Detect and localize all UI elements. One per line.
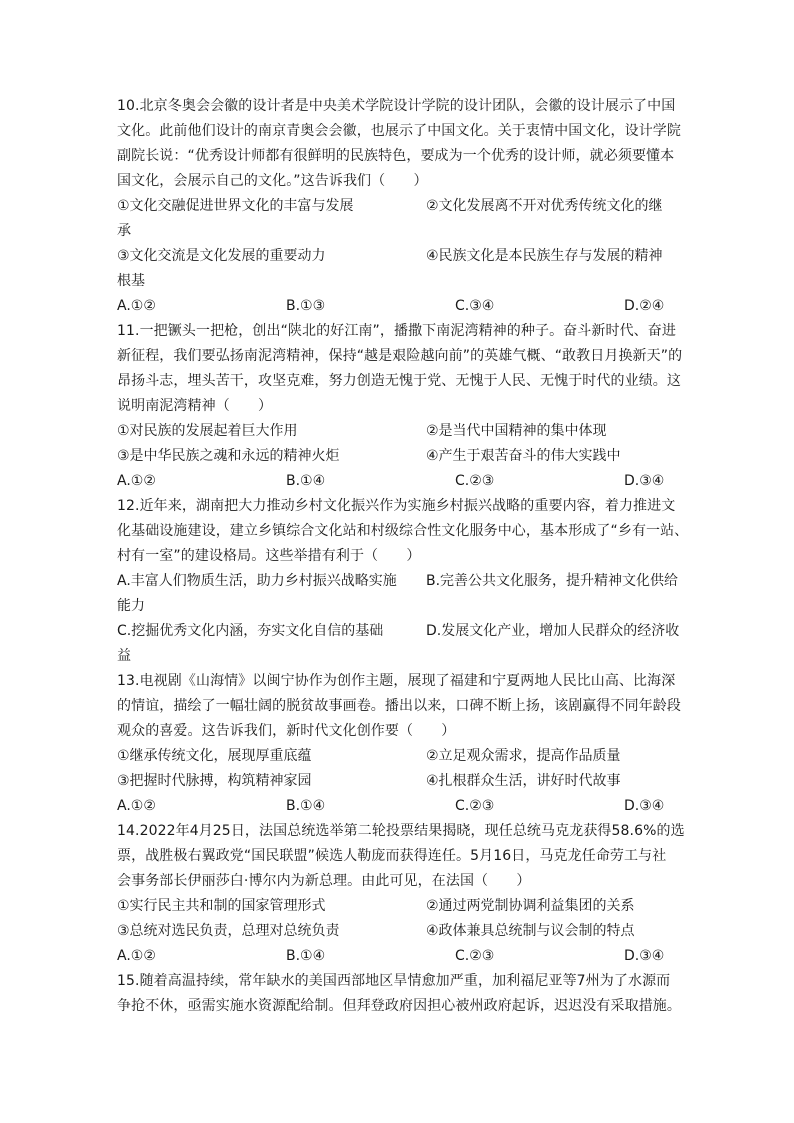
option-row	[117, 419, 689, 444]
answer-choice-d[interactable]: D.③④	[624, 948, 665, 964]
question-stem-line: 票，战胜极右翼政党“国民联盟”候选人勒庞而获得连任。5月16日，马克龙任命劳工与社	[117, 848, 667, 864]
answer-choice-c[interactable]: C.②③	[455, 798, 495, 814]
answer-choice-d[interactable]: D.③④	[624, 798, 665, 814]
question-13	[117, 669, 689, 819]
answer-choice-a[interactable]: A.丰富人们物质生活，助力乡村振兴战略实施	[117, 573, 397, 589]
answer-choice-a[interactable]: A.①②	[117, 948, 156, 964]
exam-page	[117, 94, 689, 1019]
question-10	[117, 94, 689, 319]
question-stem-line: 昂扬斗志，埋头苦干，攻坚克难，努力创造无愧于党、无愧于人民、无愧于时代的业绩。这	[117, 373, 681, 389]
option: ③文化交流是文化发展的重要动力	[117, 248, 326, 264]
question-stem-line: 村有一室”的建设格局。这些举措有利于（ ）	[117, 548, 421, 564]
answer-choice-a[interactable]: A.①②	[117, 298, 156, 314]
question-stem-line: 11.一把镢头一把枪，创出“陕北的好江南”，播撒下南泥湾精神的种子。奋斗新时代、奋进	[117, 323, 676, 339]
question-11	[117, 319, 689, 494]
option-continuation: 能力	[117, 598, 145, 614]
answer-choice-b[interactable]: B.完善公共文化服务，提升精神文化供给	[426, 573, 679, 589]
option-row	[117, 769, 689, 794]
answer-choice-a[interactable]: A.①②	[117, 473, 156, 489]
answer-choice-d[interactable]: D.③④	[624, 473, 665, 489]
option: ②通过两党制协调利益集团的关系	[426, 898, 635, 914]
question-stem-line: 争抢不休，亟需实施水资源配给制。但拜登政府因担心被州政府起诉，迟迟没有采取措施。	[117, 998, 681, 1014]
question-stem-line: 化基础设施建设，建立乡镇综合文化站和村级综合性文化服务中心，基本形成了“乡有一站、	[117, 523, 689, 539]
option-row	[117, 594, 689, 619]
question-stem-line: 说明南泥湾精神（ ）	[117, 398, 273, 414]
option: ②文化发展离不开对优秀传统文化的继	[426, 198, 663, 214]
option-row	[117, 244, 689, 269]
option-continuation: 益	[117, 648, 131, 664]
option: ②立足观众需求，提高作品质量	[426, 748, 621, 764]
question-14	[117, 819, 689, 969]
question-stem-line: 副院长说：“优秀设计师都有很鲜明的民族特色，要成为一个优秀的设计师，就必须要懂本	[117, 148, 675, 164]
question-stem-line: 12.近年来，湖南把大力推动乡村文化振兴作为实施乡村振兴战略的重要内容，着力推进文	[117, 498, 676, 514]
option-continuation: 承	[117, 223, 131, 239]
option: ③总统对选民负责，总理对总统负责	[117, 923, 340, 939]
option-row	[117, 644, 689, 669]
question-stem-line: 观众的喜爱。这告诉我们，新时代文化创作要（ ）	[117, 723, 456, 739]
option: ①文化交融促进世界文化的丰富与发展	[117, 198, 354, 214]
answer-choice-b[interactable]: B.①④	[286, 948, 326, 964]
option-row	[117, 744, 689, 769]
option: ①实行民主共和制的国家管理形式	[117, 898, 326, 914]
answer-choice-c[interactable]: C.②③	[455, 948, 495, 964]
question-15	[117, 969, 689, 1019]
question-stem-line: 文化。此前他们设计的南京青奥会会徽，也展示了中国文化。关于衷情中国文化，设计学院	[117, 123, 681, 139]
question-stem-line: 15.随着高温持续，常年缺水的美国西部地区旱情愈加严重，加利福尼亚等7州为了水源而	[117, 973, 671, 989]
option-row	[117, 569, 689, 594]
option-row	[117, 219, 689, 244]
option: ④政体兼具总统制与议会制的特点	[426, 923, 635, 939]
option-row	[117, 919, 689, 944]
question-stem-line: 国文化，会展示自己的文化。”这告诉我们（ ）	[117, 173, 428, 189]
answer-choice-d[interactable]: D.②④	[624, 298, 665, 314]
answer-choice-b[interactable]: B.①③	[286, 298, 326, 314]
option: ④扎根群众生活，讲好时代故事	[426, 773, 621, 789]
answer-choice-c[interactable]: C.②③	[455, 473, 495, 489]
option: ②是当代中国精神的集中体现	[426, 423, 607, 439]
question-12	[117, 494, 689, 669]
question-stem-line: 会事务部长伊丽莎白·博尔内为新总理。由此可见，在法国（ ）	[117, 873, 531, 889]
option-continuation: 根基	[117, 273, 145, 289]
option: ③把握时代脉搏，构筑精神家园	[117, 773, 312, 789]
answer-choice-c[interactable]: C.挖掘优秀文化内涵，夯实文化自信的基础	[117, 623, 384, 639]
answer-choice-b[interactable]: B.①④	[286, 473, 326, 489]
option-row	[117, 894, 689, 919]
question-stem-line: 10.北京冬奥会会徽的设计者是中央美术学院设计学院的设计团队，会徽的设计展示了中国	[117, 98, 676, 114]
question-stem-line: 13.电视剧《山海情》以闽宁协作为创作主题，展现了福建和宁夏两地人民比山高、比海深	[117, 673, 676, 689]
answer-row	[117, 469, 689, 494]
option: ③是中华民族之魂和永远的精神火炬	[117, 448, 340, 464]
question-stem-line: 14.2022年4月25日，法国总统选举第二轮投票结果揭晓，现任总统马克龙获得58.6%的选	[117, 823, 685, 839]
option: ④产生于艰苦奋斗的伟大实践中	[426, 448, 621, 464]
answer-choice-c[interactable]: C.③④	[455, 298, 495, 314]
answer-choice-b[interactable]: B.①④	[286, 798, 326, 814]
answer-choice-d[interactable]: D.发展文化产业，增加人民群众的经济收	[426, 623, 680, 639]
answer-row	[117, 944, 689, 969]
option-row	[117, 269, 689, 294]
answer-row	[117, 294, 689, 319]
option: ①继承传统文化，展现厚重底蕴	[117, 748, 312, 764]
question-stem-line: 的情谊，描绘了一幅壮阔的脱贫故事画卷。播出以来，口碑不断上扬，该剧赢得不同年龄段	[117, 698, 681, 714]
answer-row	[117, 794, 689, 819]
question-stem-line: 新征程，我们要弘扬南泥湾精神，保持“越是艰险越向前”的英雄气概、“敢教日月换新天”的	[117, 348, 683, 364]
option-row	[117, 619, 689, 644]
option-row	[117, 444, 689, 469]
option: ①对民族的发展起着巨大作用	[117, 423, 298, 439]
option: ④民族文化是本民族生存与发展的精神	[426, 248, 663, 264]
option-row	[117, 194, 689, 219]
answer-choice-a[interactable]: A.①②	[117, 798, 156, 814]
